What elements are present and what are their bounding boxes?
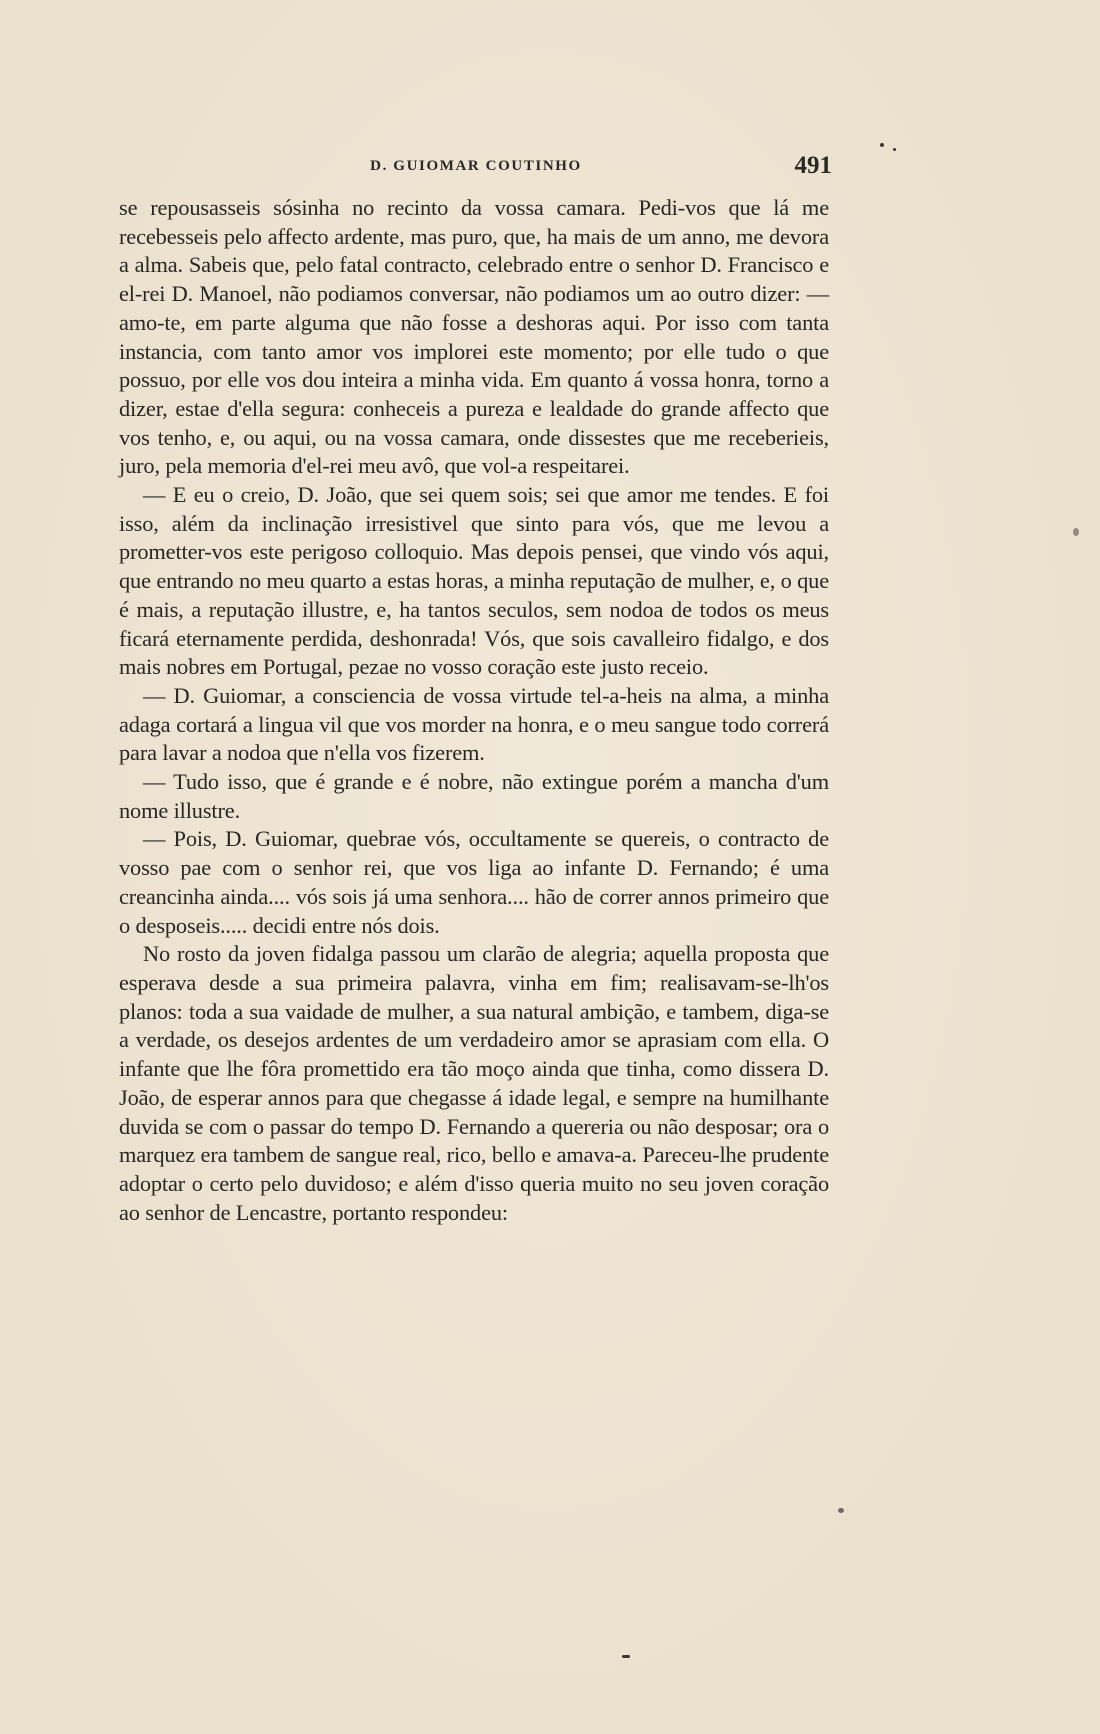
body-text (119, 194, 829, 1227)
running-head (120, 152, 832, 188)
paper-speck (880, 143, 884, 147)
paragraph: se repousasseis sósinha no recinto da vossa camara. Pedi-vos que lá me recebesseis pelo affecto ardente, mas puro, que, ha mais de um anno, me devora a alma. Sabeis que, pelo fatal contracto, celebrado entre o senhor D. Francisco e el-rei D. Manoel, não podiamos conversar, não podiamos um ao outro dizer: — amo-te, em parte alguma que não fosse a deshoras aqui. Por isso com tanta instancia, com tanto amor vos implorei este momento; por elle tudo o que possuo, por elle vos dou inteira a minha vida. Em quanto á vossa honra, torno a dizer, estae d'ella segura: conheceis a pureza e lealdade do grande affecto que vos tenho, e, ou aqui, ou na vossa camara, onde dissestes que me receberieis, juro, pela memoria d'el-rei meu avô, que vol-a respeitarei. (119, 195, 829, 479)
paper-speck (838, 1508, 844, 1513)
paragraph: — Pois, D. Guiomar, quebrae vós, occultamente se quereis, o contracto de vosso pae com o senhor rei, que vos liga ao infante D. Fernando; é uma creancinha ainda.... vós sois já uma senhora.... hão de correr annos primeiro que o desposeis..... decidi entre nós dois. (119, 826, 829, 938)
paper-speck (622, 1655, 630, 1658)
paragraph: — D. Guiomar, a consciencia de vossa virtude tel-a-heis na alma, a minha adaga cortará a lingua vil que vos morder na honra, e o meu sangue todo correrá para lavar a nodoa que n'ella vos fizerem. (119, 682, 829, 766)
page-number: 491 (794, 152, 832, 179)
running-title: D. GUIOMAR COUTINHO (370, 158, 582, 174)
paragraph: — Tudo isso, que é grande e é nobre, não extingue porém a mancha d'um nome illustre. (119, 769, 829, 823)
paper-speck (893, 148, 896, 151)
paper-speck (1073, 528, 1079, 536)
paragraph: — E eu o creio, D. João, que sei quem sois; sei que amor me tendes. E foi isso, além da inclinação irresistivel que sinto para vós, que me levou a prometter-vos este perigoso colloquio. Mas depois pensei, que vindo vós aqui, que entrando no meu quarto a estas horas, a minha reputação de mulher, e, o que é mais, a reputação illustre, e, ha tantos seculos, sem nodoa de todos os meus ficará eternamente perdida, deshonrada! Vós, que sois cavalleiro fidalgo, e dos mais nobres em Portugal, pezae no vosso coração este justo receio. (119, 482, 829, 680)
paragraph: No rosto da joven fidalga passou um clarão de alegria; aquella proposta que esperava desde a sua primeira palavra, vinha em fim; realisavam-se-lh'os planos: toda a sua vaidade de mulher, a sua natural ambição, e tambem, diga-se a verdade, os desejos ardentes de um verdadeiro amor se aprasiam com ella. O infante que lhe fôra promettido era tão moço ainda que tinha, como dissera D. João, de esperar annos para que chegasse á idade legal, e sempre na humilhante duvida se com o passar do tempo D. Fernando a quereria ou não desposar; ora o marquez era tambem de sangue real, rico, bello e amava-a. Pareceu-lhe prudente adoptar o certo pelo duvidoso; e além d'isso queria muito no seu joven coração ao senhor de Lencastre, portanto respondeu: (119, 941, 829, 1225)
